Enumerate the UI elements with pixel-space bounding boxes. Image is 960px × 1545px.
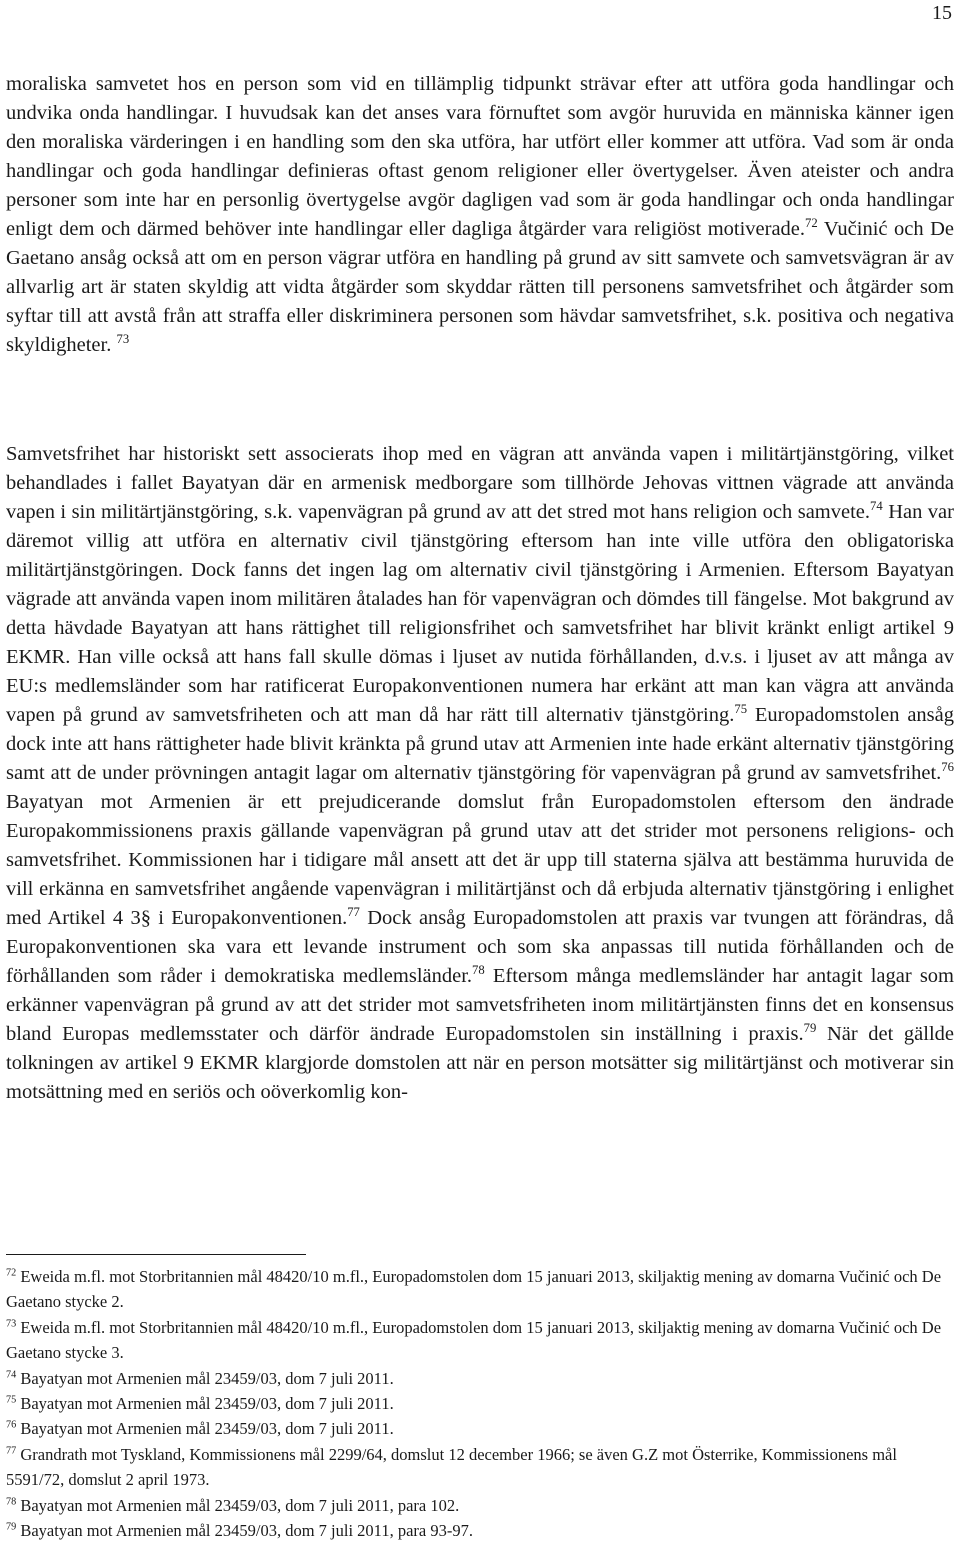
text-segment: Eftersom många medlemsländer har antagit lagar som erkänner vapenvägran på grund av att det strider mot samvetsfriheten inom militärtjänsten finns det en konsensus bland Europas medlemsstater och därför ändrade Europadomstolen sin inställning i praxis. — [6, 965, 955, 1045]
footnote-separator — [6, 1254, 306, 1255]
text-segment: Vučinić och De Gaetano ansåg också att om en person vägrar utföra en handling på grund av sitt samvete och samvetsvägran är av allvarlig art är staten skyldig att vidta åtgärder som skyddar rätten till personens samvetsfrihet och åtgärder som syftar till att avstå från att straffa eller diskriminera personen som hävdar samvetsfrihet, s.k. positiva och negativa skyldigheter. — [6, 218, 954, 356]
footnote-reference: 78 — [472, 963, 485, 978]
footnote-number: 79 — [6, 1521, 17, 1533]
footnote-number: 78 — [6, 1496, 17, 1508]
body-paragraph-1 — [6, 70, 954, 360]
footnote-text: Bayatyan mot Armenien mål 23459/03, dom 7 juli 2011. — [16, 1368, 394, 1388]
footnote — [6, 1416, 954, 1441]
footnote-reference: 79 — [803, 1021, 817, 1036]
paragraph-text — [6, 70, 954, 360]
footnote-reference: 75 — [734, 702, 748, 717]
footnote-number: 74 — [6, 1369, 17, 1381]
footnote — [6, 1442, 954, 1493]
text-segment: Dock ansåg Europadomstolen att praxis var tvungen att förändras, då Europakonventionen ska vara ett levande instrument och som ska anpassas till nutida förhållanden och de förhållanden som råder i demokratiska medlemsländer. — [6, 907, 954, 987]
footnote-text: Bayatyan mot Armenien mål 23459/03, dom 7 juli 2011, para 93-97. — [16, 1521, 473, 1541]
footnote-reference: 72 — [805, 216, 818, 231]
footnote-number: 73 — [6, 1318, 17, 1330]
footnotes — [6, 1264, 954, 1543]
footnote-text: Grandrath mot Tyskland, Kommissionens mål 2299/64, domslut 12 december 1966; se även G.Z mot Österrike, Kommissionens mål 5591/72, domslut 2 april 1973. — [6, 1444, 897, 1490]
footnote — [6, 1518, 954, 1543]
text-segment: Han var däremot villig att utföra en alternativ civil tjänstgöring eftersom han inte ville utföra den obligatoriska militärtjänstgöringen. Dock fanns det ingen lag om alternativ civil tjänstgöring i Armenien. Eftersom Bayatyan vägrade att använda vapen inom militären åtalades han för vapenvägran och dömdes till fängelse. Mot bakgrund av detta hävdade Bayatyan att hans rättighet till religionsfrihet och samvetsfrihet har blivit kränkt enligt artikel 9 EKMR. Han ville också att hans fall skulle dömas i ljuset av nutida förhållanden, d.v.s. i ljuset av att många av EU:s medlemsländer som har ratificerat Europakonventionen numera har erkänt att man kan vägra att använda vapen på grund av samvetsfriheten och att man då har rätt till alternativ tjänstgöring. — [6, 501, 954, 726]
footnote-text: Bayatyan mot Armenien mål 23459/03, dom 7 juli 2011. — [16, 1419, 394, 1439]
footnote — [6, 1315, 954, 1366]
page-number: 15 — [932, 2, 952, 24]
footnote-text: Eweida m.fl. mot Storbritannien mål 48420/10 m.fl., Europadomstolen dom 15 januari 2013, skiljaktig mening av domarna Vučinić och De Gaetano stycke 2. — [6, 1267, 942, 1312]
footnote — [6, 1493, 954, 1518]
footnote-text: Bayatyan mot Armenien mål 23459/03, dom 7 juli 2011. — [16, 1394, 394, 1414]
text-segment: När det gällde tolkningen av artikel 9 EKMR klargjorde domstolen att när en person motsätter sig militärtjänst och motiverar sin motsättning med en seriös och oöverkomlig kon- — [6, 1023, 954, 1103]
text-segment: moraliska samvetet hos en person som vid en tillämplig tidpunkt strävar efter att utföra goda handlingar och undvika onda handlingar. I huvudsak kan det anses vara förnuftet som avgör huruvida en människa känner igen den moraliska värderingen i en handling som den ska utföra, har utfört eller kommer att utföra. Vad som är onda handlingar och goda handlingar definieras oftast genom religioner eller övertygelser. Även ateister och andra personer som inte har en personlig övertygelse avgör dagligen vad som är goda handlingar och onda handlingar enligt dem och därmed behöver inte handlingar eller dagliga åtgärder vara religiöst motiverade. — [6, 73, 954, 240]
text-segment: Bayatyan mot Armenien är ett prejudicerande domslut från Europadomstolen eftersom den ändrade Europakommissionens praxis gällande vapenvägran på grund utav att det strider mot personens religions- och samvetsfrihet. Kommissionen har i tidigare mål ansett att det är upp till staterna själva att bestämma huruvida de vill erkänna en samvetsfrihet angående vapenvägran i militärtjänst och då erbjuda alternativ tjänstgöring i enlighet med Artikel 4 3§ i Europakonventionen. — [6, 791, 954, 929]
footnote — [6, 1391, 954, 1416]
footnote-text: Bayatyan mot Armenien mål 23459/03, dom 7 juli 2011, para 102. — [16, 1495, 460, 1515]
footnote-number: 77 — [6, 1445, 17, 1457]
footnote — [6, 1264, 954, 1315]
body-paragraph-2 — [6, 440, 954, 1107]
footnote-text: Eweida m.fl. mot Storbritannien mål 48420/10 m.fl., Europadomstolen dom 15 januari 2013, skiljaktig mening av domarna Vučinić och De Gaetano stycke 3. — [6, 1317, 942, 1363]
footnote-number: 76 — [6, 1420, 17, 1432]
footnote — [6, 1366, 954, 1391]
paragraph-text — [6, 440, 954, 1107]
footnote-reference: 73 — [116, 332, 130, 347]
text-segment: Samvetsfrihet har historiskt sett associerats ihop med en vägran att använda vapen i militärtjänstgöring, vilket behandlades i fallet Bayatyan där en armenisk medborgare som tillhörde Jehovas vittnen vägrade att använda vapen i sin militärtjänstgöring, s.k. vapenvägran på grund av att det stred mot hans religion och samvete. — [6, 443, 954, 523]
text-segment: Europadomstolen ansåg dock inte att hans rättigheter hade blivit kränkta på grund utav att Armenien inte hade erkänt alternativ tjänstgöring samt att de under prövningen antagit lagar om alternativ tjänstgöring för vapenvägran på grund av samvetsfrihet. — [6, 704, 955, 784]
footnote-reference: 76 — [941, 760, 954, 775]
footnote-reference: 77 — [347, 905, 360, 920]
footnote-number: 75 — [6, 1394, 17, 1406]
footnote-reference: 74 — [870, 499, 883, 514]
footnote-number: 72 — [6, 1267, 17, 1279]
